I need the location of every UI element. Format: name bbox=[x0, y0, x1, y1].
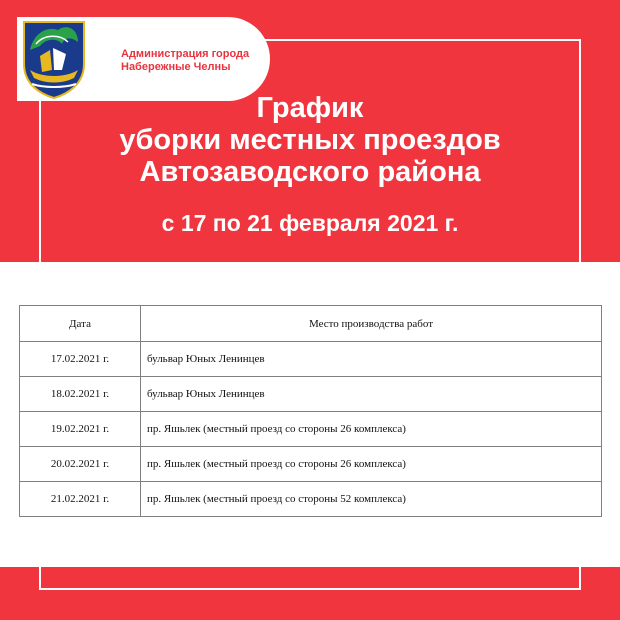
column-header-place: Место производства работ bbox=[141, 306, 602, 342]
row-place: пр. Яшьлек (местный проезд со стороны 52 комплекса) bbox=[141, 482, 602, 517]
row-place: бульвар Юных Ленинцев bbox=[141, 377, 602, 412]
table-row bbox=[20, 482, 602, 517]
table-row bbox=[20, 447, 602, 482]
title-line1: График bbox=[256, 92, 364, 124]
table-row bbox=[20, 412, 602, 447]
decorative-frame-bottom bbox=[39, 560, 581, 590]
row-date: 18.02.2021 г. bbox=[20, 377, 141, 412]
row-place: пр. Яшьлек (местный проезд со стороны 26 комплекса) bbox=[141, 412, 602, 447]
title-line3: Автозаводского района bbox=[139, 156, 481, 188]
city-coat-of-arms-icon bbox=[22, 20, 86, 100]
table-row bbox=[20, 342, 602, 377]
organization-name-line2: Набережные Челны bbox=[121, 61, 231, 73]
row-place: пр. Яшьлек (местный проезд со стороны 26 комплекса) bbox=[141, 447, 602, 482]
row-date: 20.02.2021 г. bbox=[20, 447, 141, 482]
table-row bbox=[20, 377, 602, 412]
title-line2: уборки местных проездов bbox=[119, 124, 501, 156]
row-place: бульвар Юных Ленинцев bbox=[141, 342, 602, 377]
schedule-period: с 17 по 21 февраля 2021 г. bbox=[161, 210, 459, 236]
row-date: 21.02.2021 г. bbox=[20, 482, 141, 517]
row-date: 17.02.2021 г. bbox=[20, 342, 141, 377]
column-header-date: Дата bbox=[20, 306, 141, 342]
organization-name bbox=[121, 48, 249, 74]
row-date: 19.02.2021 г. bbox=[20, 412, 141, 447]
page-title bbox=[0, 92, 620, 188]
organization-name-line1: Администрация города bbox=[121, 48, 250, 60]
table-header-row bbox=[20, 306, 602, 342]
schedule-table bbox=[19, 305, 602, 517]
